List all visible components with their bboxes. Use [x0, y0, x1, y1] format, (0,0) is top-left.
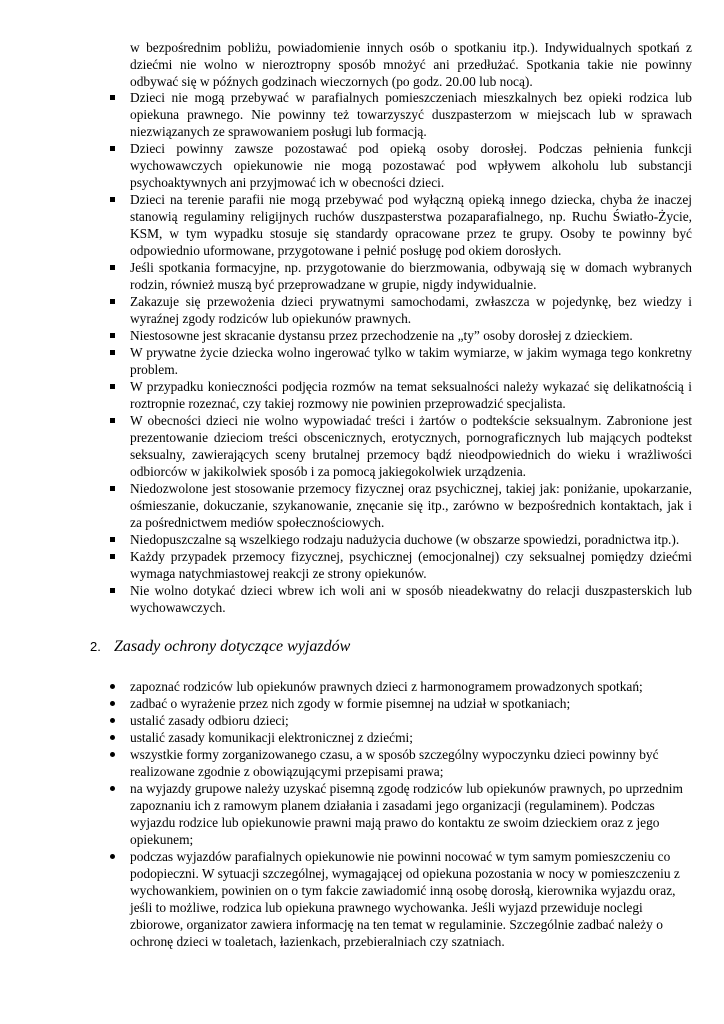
- square-bullet-icon: [110, 588, 115, 593]
- rule-text: Nie wolno dotykać dzieci wbrew ich woli ani w sposób nieadekwatny do relacji duszpasterskich lub wychowawczych.: [130, 583, 692, 615]
- rule-item: [108, 480, 692, 531]
- trip-rule-item: [108, 848, 692, 950]
- trip-rule-text: ustalić zasady komunikacji elektronicznej z dziećmi;: [130, 730, 413, 745]
- rule-item: [108, 327, 692, 344]
- square-bullet-icon: [110, 537, 115, 542]
- trip-rule-text: wszystkie formy zorganizowanego czasu, a w sposób szczególny wypoczynku dzieci powinny być realizowane zgodnie z obowiązującymi przepisami prawa;: [130, 747, 659, 779]
- lead-paragraph: w bezpośrednim pobliżu, powiadomienie innych osób o spotkaniu itp.). Indywidualnych spotkań z dziećmi nie wolno w nieroztropny sposób mnożyć ani przedłużać. Spotkania takie nie powinny odbywać się w późnych godzinach wieczornych (po godz. 20.00 lub nocą).: [130, 40, 692, 89]
- round-bullet-icon: [110, 786, 115, 791]
- square-bullet-icon: [110, 350, 115, 355]
- square-bullet-icon: [110, 265, 115, 270]
- rule-item: [108, 140, 692, 191]
- trip-rule-item: [108, 712, 692, 729]
- square-bullet-icon: [110, 95, 115, 100]
- square-bullet-icon: [110, 486, 115, 491]
- trip-rule-text: zadbać o wyrażenie przez nich zgody w formie pisemnej na udział w spotkaniach;: [130, 696, 571, 711]
- trip-rules-list: [108, 678, 692, 950]
- rule-text: W obecności dzieci nie wolno wypowiadać treści i żartów o podtekście seksualnym. Zabronione jest prezentowanie dzieciom treści obscenicznych, erotycznych, pornograficznych lub mających podtekst seksualny, zawierających sceny brutalnej przemocy bądź nieodpowiednich do wieku i wrażliwości odbiorców w jakikolwiek sposób i za pomocą jakiegokolwiek urządzenia.: [130, 413, 692, 479]
- rule-text: Niedozwolone jest stosowanie przemocy fizycznej oraz psychicznej, takiej jak: poniżanie, upokarzanie, ośmieszanie, dokuczanie, szykanowanie, znęcanie się itp., zarówno w bezpośrednich kontaktach, jak i za pośrednictwem mediów społecznościowych.: [130, 481, 692, 530]
- rule-item: [108, 548, 692, 582]
- rule-item: [108, 378, 692, 412]
- rule-item: [108, 191, 692, 259]
- round-bullet-icon: [110, 854, 115, 859]
- square-bullet-icon: [110, 333, 115, 338]
- trip-rule-text: na wyjazdy grupowe należy uzyskać pisemną zgodę rodziców lub opiekunów prawnych, po uprzednim zapoznaniu ich z ramowym planem działania i zasadami jego organizacji (regulaminem). Podczas wyjazdu rodzice lub opiekunowie prawni mają prawo do kontaktu ze swoim dzieckiem oraz z jego opiekunem;: [130, 781, 683, 847]
- rule-text: W prywatne życie dziecka wolno ingerować tylko w takim wymiarze, w jakim wymaga tego konkretny problem.: [130, 345, 692, 377]
- round-bullet-icon: [110, 684, 115, 689]
- trip-rule-item: [108, 678, 692, 695]
- square-bullet-icon: [110, 146, 115, 151]
- rule-text: Dzieci nie mogą przebywać w parafialnych pomieszczeniach mieszkalnych bez opieki rodzica lub opiekuna prawnego. Nie powinny też towarzyszyć duszpasterzom w miejscach lub w sprawach niezwiązanych ze sprawowaniem posługi lub formacją.: [130, 90, 692, 139]
- trip-rule-text: zapoznać rodziców lub opiekunów prawnych dzieci z harmonogramem prowadzonych spotkań;: [130, 679, 643, 694]
- round-bullet-icon: [110, 701, 115, 706]
- rules-list: [108, 89, 692, 616]
- rule-item: [108, 531, 692, 548]
- trip-rule-text: ustalić zasady odbioru dzieci;: [130, 713, 289, 728]
- square-bullet-icon: [110, 384, 115, 389]
- square-bullet-icon: [110, 299, 115, 304]
- rule-item: [108, 582, 692, 616]
- rule-item: [108, 259, 692, 293]
- rule-text: Jeśli spotkania formacyjne, np. przygotowanie do bierzmowania, odbywają się w domach wybranych rodzin, również muszą być przeprowadzane w grupie, nigdy indywidualnie.: [130, 260, 692, 292]
- square-bullet-icon: [110, 554, 115, 559]
- rule-text: Dzieci na terenie parafii nie mogą przebywać pod wyłączną opieką innego dziecka, chyba że inaczej stanowią regulaminy religijnych ruchów duszpasterstwa pozaparafialnego, np. Ruchu Światło-Życie, KSM, w tym wypadku stosuje się standardy opracowane przez te grupy. Osoby te powinny być odpowiednio uformowane, przygotowane i pełnić posługę pod okiem dorosłych.: [130, 192, 692, 258]
- rule-item: [108, 89, 692, 140]
- round-bullet-icon: [110, 752, 115, 757]
- square-bullet-icon: [110, 197, 115, 202]
- section-2-heading: [90, 637, 690, 657]
- section-title: Zasady ochrony dotyczące wyjazdów: [114, 638, 351, 655]
- rule-text: W przypadku konieczności podjęcia rozmów na temat seksualności należy wykazać się delikatnością i roztropnie rozeznać, czy takiej rozmowy nie powinien przeprowadzić specjalista.: [130, 379, 692, 411]
- trip-rule-item: [108, 695, 692, 712]
- rule-text: Niestosowne jest skracanie dystansu przez przechodzenie na „ty” osoby dorosłej z dzieckiem.: [130, 328, 633, 343]
- rule-item: [108, 293, 692, 327]
- round-bullet-icon: [110, 718, 115, 723]
- section-number: 2.: [90, 639, 101, 654]
- rule-text: Zakazuje się przewożenia dzieci prywatnymi samochodami, zwłaszcza w pojedynkę, bez wiedzy i wyraźnej zgody rodziców lub opiekunów prawnych.: [130, 294, 692, 326]
- rule-text: Każdy przypadek przemocy fizycznej, psychicznej (emocjonalnej) czy seksualnej pomiędzy dziećmi wymaga natychmiastowej reakcji ze strony opiekunów.: [130, 549, 692, 581]
- square-bullet-icon: [110, 418, 115, 423]
- trip-rule-text: podczas wyjazdów parafialnych opiekunowie nie powinni nocować w tym samym pomieszczeniu co podopieczni. W sytuacji szczególnej, wymagającej od opiekuna pozostania w nocy w pomieszczeniu z wychowankiem, powinien on o tym fakcie zawiadomić inną osobę dorosłą, kierownika wyjazdu oraz, jeśli to możliwe, rodzica lub opiekuna prawnego wychowanka. Jeśli wyjazd przewiduje noclegi zbiorowe, organizator zawiera informację na ten temat w regulaminie. Szczególnie zadbać należy o ochronę dzieci w toaletach, łazienkach, przebieralniach czy szatniach.: [130, 849, 680, 949]
- trip-rule-item: [108, 729, 692, 746]
- rule-text: Dzieci powinny zawsze pozostawać pod opieką osoby dorosłej. Podczas pełnienia funkcji wychowawczych opiekunowie nie mogą pozostawać pod wpływem alkoholu lub substancji psychoaktywnych ani przyjmować ich w obecności dzieci.: [130, 141, 692, 190]
- trip-rule-item: [108, 780, 692, 848]
- round-bullet-icon: [110, 735, 115, 740]
- rule-item: [108, 412, 692, 480]
- rule-item: [108, 344, 692, 378]
- trip-rule-item: [108, 746, 692, 780]
- rule-text: Niedopuszczalne są wszelkiego rodzaju nadużycia duchowe (w obszarze spowiedzi, poradnictwa itp.).: [130, 532, 680, 547]
